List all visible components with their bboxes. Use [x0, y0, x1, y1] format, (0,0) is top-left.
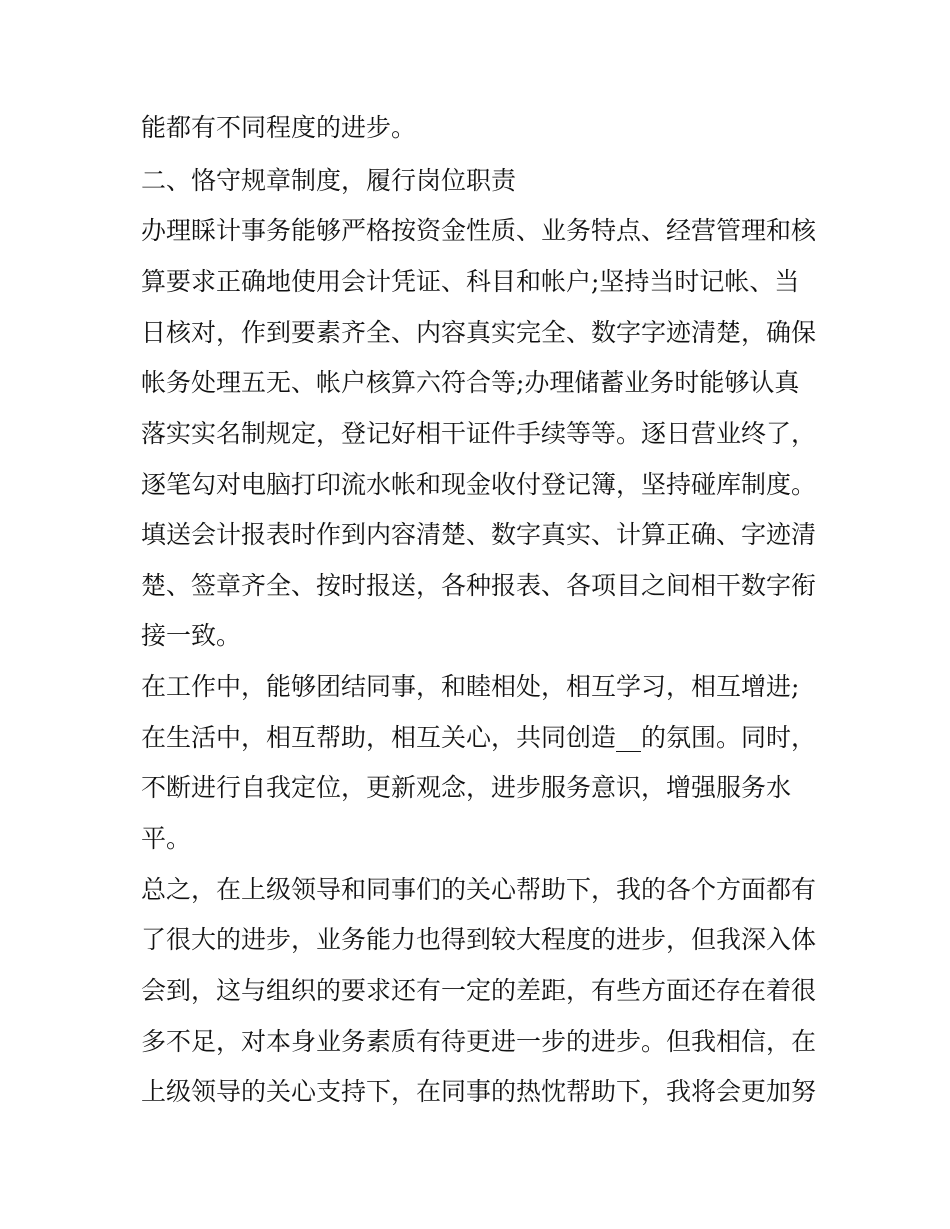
text-line: 了很大的进步，业务能力也得到较大程度的进步，但我深入体	[141, 925, 817, 954]
text-line: 办理睬计事务能够严格按资金性质、业务特点、经营管理和核	[141, 216, 817, 245]
text-line: 帐务处理五无、帐户核算六符合等;办理储蓄业务时能够认真	[141, 368, 800, 397]
text-line: 多不足，对本身业务素质有待更进一步的进步。但我相信，在	[141, 1027, 817, 1056]
text-line: 在工作中，能够团结同事，和睦相处，相互学习，相互增进;	[141, 672, 800, 701]
text-line: 总之，在上级领导和同事们的关心帮助下，我的各个方面都有	[141, 875, 817, 904]
text-line: 能都有不同程度的进步。	[141, 113, 417, 142]
text-line: 不断进行自我定位，更新观念，进步服务意识，增强服务水	[141, 773, 792, 802]
text-line: 在生活中，相互帮助，相互关心，共同创造__的氛围。同时，	[141, 723, 817, 752]
text-line: 平。	[141, 824, 192, 853]
text-line: 会到，这与组织的要求还有一定的差距，有些方面还存在着很	[141, 976, 817, 1005]
text-line: 算要求正确地使用会计凭证、科目和帐户;坚持当时记帐、当	[141, 267, 800, 296]
text-line: 接一致。	[141, 621, 242, 650]
section-heading: 二、恪守规章制度，履行岗位职责	[141, 166, 517, 195]
text-line: 落实实名制规定，登记好相干证件手续等等。逐日营业终了，	[141, 419, 817, 448]
text-line: 填送会计报表时作到内容清楚、数字真实、计算正确、字迹清	[141, 520, 817, 549]
text-line: 楚、签章齐全、按时报送，各种报表、各项目之间相干数字衔	[141, 571, 817, 600]
text-line: 上级领导的关心支持下，在同事的热忱帮助下，我将会更加努	[141, 1077, 817, 1106]
text-line: 逐笔勾对电脑打印流水帐和现金收付登记簿，坚持碰库制度。	[141, 470, 817, 499]
text-line: 日核对，作到要素齐全、内容真实完全、数字字迹清楚，确保	[141, 318, 817, 347]
